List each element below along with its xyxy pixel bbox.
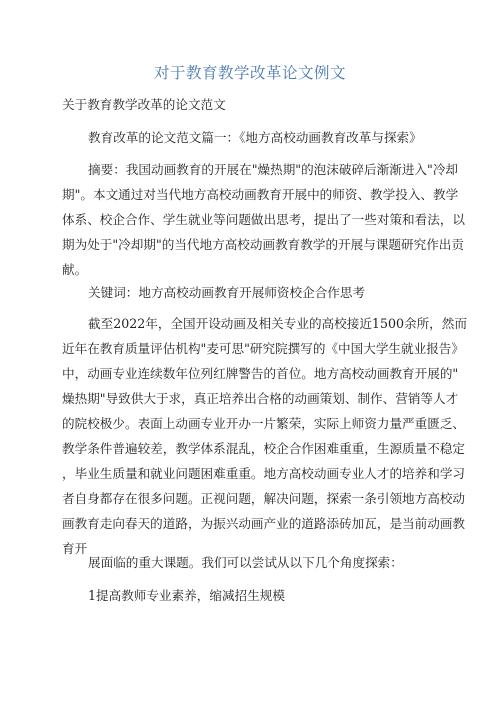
body-line: 育开 xyxy=(62,541,88,556)
abstract-line: 期"。本文通过对当代地方高校动画教育开展中的师资、教学投入、教学 xyxy=(62,187,459,202)
body-line: 的院校极少。表面上动画专业开办一片繁荣，实际上师资力量严重匮乏、 xyxy=(62,416,465,431)
body-line: 画教育走向春天的道路，为振兴动画产业的道路添砖加瓦，是当前动画教 xyxy=(62,516,465,531)
chapter-heading: 教育改革的论文范文篇一：《地方高校动画教育改革与探索》 xyxy=(88,130,422,145)
abstract-line: 期为处于"冷却期"的当代地方高校动画教育教学的开展与课题研究作出贡 xyxy=(62,237,464,252)
body-line: 中，动画专业连续数年位列红牌警告的首位。地方高校动画教育开展的" xyxy=(62,366,459,381)
abstract-paragraph xyxy=(62,157,465,282)
document-title: 对于教育教学改革论文例文 xyxy=(153,64,346,82)
abstract-line: 献。 xyxy=(62,262,88,277)
body-line: 者自身都存在很多问题。正视问题，解决问题，探索一条引领地方高校动 xyxy=(62,491,465,506)
body-line: ，毕业生质量和就业问题困难重重。地方高校动画专业人才的培养和学习 xyxy=(62,466,465,481)
body-line: 截至2022年，全国开设动画及相关专业的高校接近1500余所，然而 xyxy=(88,316,467,331)
subtitle: 关于教育教学改革的论文范文 xyxy=(62,97,226,112)
body-line: 近年在教育质量评估机构"麦可思"研究院撰写的《中国大学生就业报告》 xyxy=(62,341,464,356)
body-paragraph xyxy=(62,311,467,561)
body-line: 教学条件普遍较差，教学体系混乱，校企合作困难重重，生源质量不稳定 xyxy=(62,441,465,456)
keywords: 关键词：地方高校动画教育开展师资校企合作思考 xyxy=(88,285,366,300)
section-point-1: 1提高教师专业素养，缩减招生规模 xyxy=(88,588,285,603)
abstract-line: 体系、校企合作、学生就业等问题做出思考，提出了一些对策和看法，以 xyxy=(62,212,465,227)
continuation-text: 展面临的重大课题。我们可以尝试从以下几个角度探索： xyxy=(88,555,403,570)
abstract-line: 摘要：我国动画教育的开展在"燥热期"的泡沫破碎后渐渐进入"冷却 xyxy=(88,162,459,177)
body-line: 燥热期"导致供大于求，真正培养出合格的动画策划、制作、营销等人才 xyxy=(62,391,459,406)
